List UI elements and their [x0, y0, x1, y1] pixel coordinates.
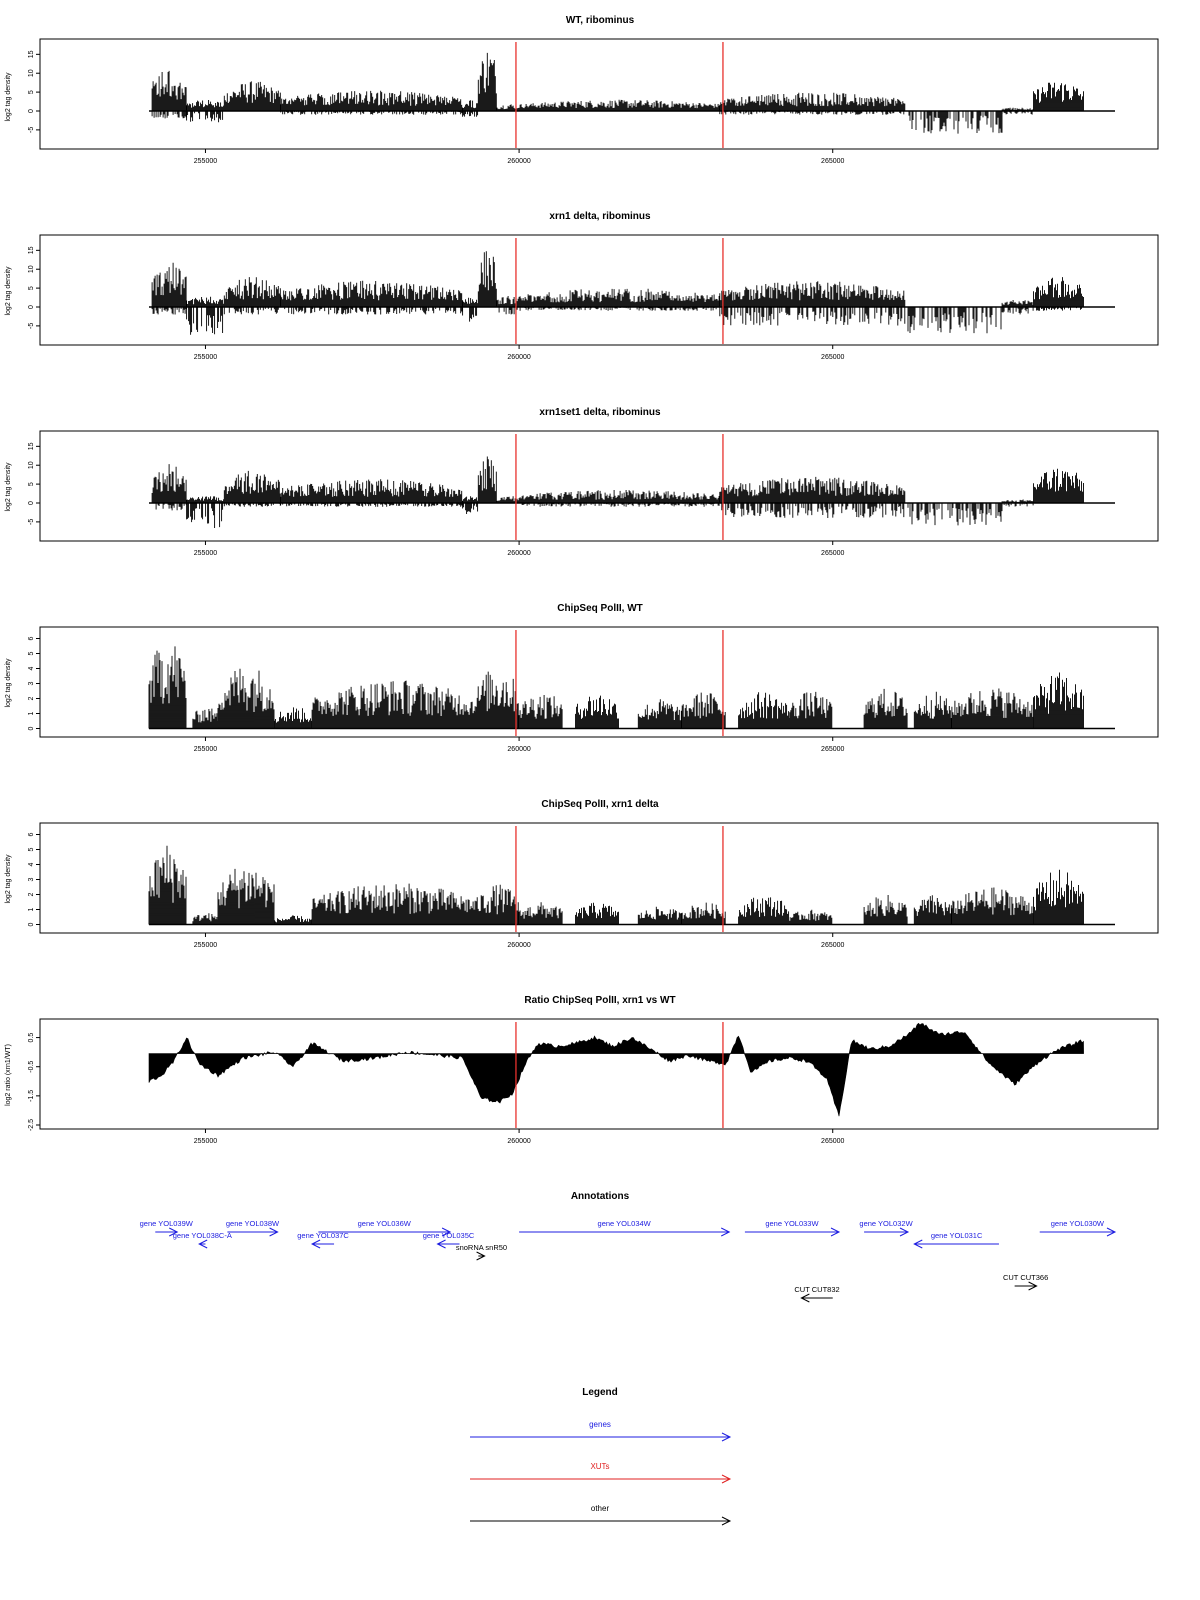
y-tick-label: 0	[28, 726, 35, 731]
legend-title: Legend	[582, 1387, 618, 1398]
panel-chipseq-xrn1	[5, 799, 1158, 949]
x-tick-label: 260000	[507, 942, 531, 949]
y-tick-label: 15	[28, 442, 35, 451]
y-tick-label: 5	[28, 847, 35, 852]
y-tick-label: 15	[28, 246, 35, 255]
y-tick-label: 0	[28, 109, 35, 113]
y-tick-label: 10	[28, 461, 35, 470]
x-tick-label: 260000	[507, 550, 531, 557]
panel-title: ChipSeq PolII, WT	[557, 603, 643, 614]
y-tick-label: -5	[28, 126, 35, 134]
y-tick-label: 3	[28, 681, 35, 686]
annotation-label: gene YOL038C-A	[172, 1231, 232, 1240]
plot-area	[28, 238, 1115, 361]
panel-title: WT, ribominus	[565, 15, 635, 26]
y-tick-label: 5	[28, 90, 35, 95]
x-tick-label: 265000	[821, 354, 845, 361]
annotation-label: gene YOL036W	[357, 1219, 411, 1228]
x-tick-label: 255000	[193, 746, 218, 753]
x-tick-label: 260000	[507, 354, 531, 361]
y-axis-label: log2 tag density	[5, 854, 12, 904]
y-tick-label: 10	[28, 69, 35, 78]
y-tick-label: 0	[28, 501, 35, 505]
annotation-label: gene YOL030W	[1050, 1219, 1104, 1228]
panel-xrn1-ribominus	[5, 211, 1158, 361]
y-tick-label: 6	[28, 832, 35, 837]
plot-frame	[40, 431, 1158, 541]
y-axis-label: log2 tag density	[5, 72, 12, 122]
x-tick-label: 265000	[821, 158, 845, 165]
y-axis-label: log2 tag density	[5, 266, 12, 316]
panel-chipseq-wt	[5, 603, 1158, 753]
plot-area	[28, 1022, 1084, 1145]
annotation-label: gene YOL037C	[297, 1231, 349, 1240]
annotations-section	[140, 1191, 1115, 1302]
y-axis-label: log2 tag density	[5, 658, 12, 708]
y-tick-label: 1	[28, 907, 35, 912]
x-tick-label: 255000	[193, 942, 218, 949]
panel-title: ChipSeq PolII, xrn1 delta	[541, 799, 659, 810]
panel-xrn1set1-ribominus	[5, 407, 1158, 557]
x-tick-label: 255000	[193, 550, 218, 557]
annotations-title: Annotations	[570, 1191, 630, 1202]
plot-frame	[40, 39, 1158, 149]
y-tick-label: 4	[28, 862, 35, 867]
legend-entry-other	[470, 1504, 730, 1525]
y-tick-label: 3	[28, 877, 35, 882]
legend-label: XUTs	[590, 1462, 610, 1471]
annotation-label: gene YOL035C	[422, 1231, 475, 1240]
y-tick-label: 0.5	[28, 1032, 35, 1043]
x-tick-label: 260000	[507, 1138, 531, 1145]
y-tick-label: 1	[28, 711, 35, 716]
annotation-label: CUT CUT366	[1002, 1273, 1049, 1282]
panel-wt-ribominus	[5, 15, 1158, 165]
panel-ratio-chipseq	[5, 995, 1158, 1145]
x-tick-label: 265000	[821, 550, 845, 557]
annotation-label: gene YOL034W	[597, 1219, 651, 1228]
y-tick-label: 5	[28, 482, 35, 487]
annotation-label: gene YOL031C	[930, 1231, 983, 1240]
legend-entry-genes	[470, 1420, 730, 1441]
legend-label: genes	[589, 1420, 611, 1429]
annotation-tracks	[140, 1219, 1115, 1302]
plot-frame	[40, 1019, 1158, 1129]
x-tick-label: 265000	[821, 1138, 845, 1145]
annotation-label: snoRNA snR50	[455, 1243, 508, 1252]
annotation-label: gene YOL033W	[765, 1219, 819, 1228]
y-tick-label: 5	[28, 286, 35, 291]
legend-section	[470, 1387, 730, 1525]
plot-frame	[40, 235, 1158, 345]
x-tick-label: 255000	[193, 158, 218, 165]
signal-bars	[149, 846, 1084, 925]
y-axis-label: log2 tag density	[5, 462, 12, 512]
y-tick-label: -2.5	[28, 1118, 35, 1132]
x-tick-label: 265000	[821, 942, 845, 949]
x-tick-label: 260000	[507, 746, 531, 753]
y-tick-label: 10	[28, 265, 35, 274]
ratio-area	[149, 1023, 1084, 1116]
y-tick-label: 5	[28, 651, 35, 656]
plot-area	[28, 630, 1115, 753]
annotation-label: gene YOL039W	[139, 1219, 193, 1228]
annotation-label: gene YOL032W	[859, 1219, 913, 1228]
panel-title: xrn1set1 delta, ribominus	[539, 407, 661, 418]
x-tick-label: 265000	[821, 746, 845, 753]
annotation-label: CUT CUT832	[794, 1285, 840, 1294]
legend-label: other	[590, 1504, 610, 1513]
signal-bars	[152, 53, 1083, 134]
y-tick-label: 0	[28, 922, 35, 927]
y-tick-label: 4	[28, 666, 35, 671]
x-tick-label: 255000	[193, 354, 218, 361]
annotation-label: gene YOL038W	[225, 1219, 280, 1228]
signal-bars	[149, 646, 1084, 728]
x-tick-label: 260000	[507, 158, 531, 165]
signal-bars	[152, 457, 1083, 529]
y-tick-label: 15	[28, 50, 35, 59]
panel-title: Ratio ChipSeq PolII, xrn1 vs WT	[524, 995, 676, 1006]
y-tick-label: -5	[28, 518, 35, 526]
x-tick-label: 255000	[193, 1138, 218, 1145]
y-tick-label: 2	[28, 892, 35, 897]
y-tick-label: 0	[28, 305, 35, 309]
y-tick-label: -0.5	[28, 1060, 35, 1073]
panel-title: xrn1 delta, ribominus	[549, 211, 651, 222]
y-tick-label: -1.5	[28, 1089, 35, 1102]
y-axis-label: log2 ratio (xrn1/WT)	[5, 1044, 12, 1106]
signal-bars	[152, 251, 1083, 335]
plot-area	[28, 434, 1115, 557]
y-tick-label: 2	[28, 696, 35, 701]
legend-entry-xuts	[470, 1462, 730, 1483]
plot-area	[28, 826, 1115, 949]
plot-area	[28, 42, 1115, 165]
y-tick-label: 6	[28, 636, 35, 641]
y-tick-label: -5	[28, 322, 35, 330]
